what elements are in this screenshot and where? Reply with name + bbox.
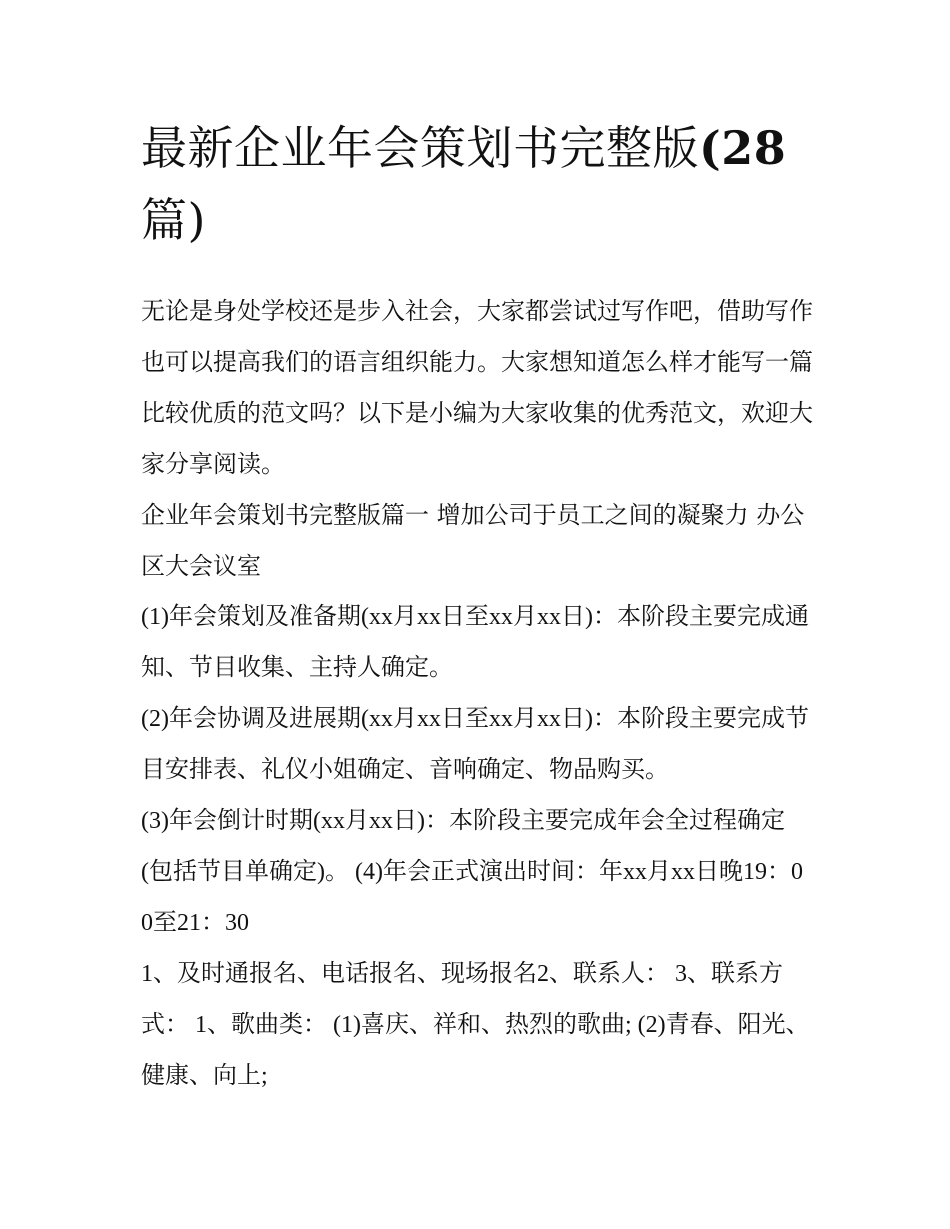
plan-phase-1: (1)年会策划及准备期(xx月xx日至xx月xx日)：本阶段主要完成通知、节目收集、主持人确定。 [141, 604, 809, 681]
title-main: 最新企业年会策划书完整版 [141, 121, 699, 175]
title-tail: 篇) [141, 193, 206, 247]
intro-paragraph: 无论是身处学校还是步入社会，大家都尝试过写作吧，借助写作也可以提高我们的语言组织能力。大家想知道怎么样才能写一篇比较优质的范文吗？以下是小编为大家收集的优秀范文，欢迎大家分享阅读。 [141, 297, 813, 478]
registration-and-songs: 1、及时通报名、电话报名、现场报名2、联系人： 3、联系方式： 1、歌曲类： (1)喜庆、祥和、热烈的歌曲; (2)青春、阳光、健康、向上; [141, 961, 810, 1089]
plan-phase-3-4: (3)年会倒计时期(xx月xx日)：本阶段主要完成年会全过程确定(包括节目单确定)。 (4)年会正式演出时间：年xx月xx日晚19：00至21：30 [141, 808, 803, 936]
document-title [141, 112, 813, 256]
document-body [141, 112, 813, 1102]
title-count: (28 [699, 121, 787, 175]
section-heading-paragraph: 企业年会策划书完整版篇一 增加公司于员工之间的凝聚力 办公区大会议室 [141, 501, 805, 580]
plan-phase-2: (2)年会协调及进展期(xx月xx日至xx月xx日)：本阶段主要完成节目安排表、礼仪小姐确定、音响确定、物品购买。 [141, 706, 809, 783]
